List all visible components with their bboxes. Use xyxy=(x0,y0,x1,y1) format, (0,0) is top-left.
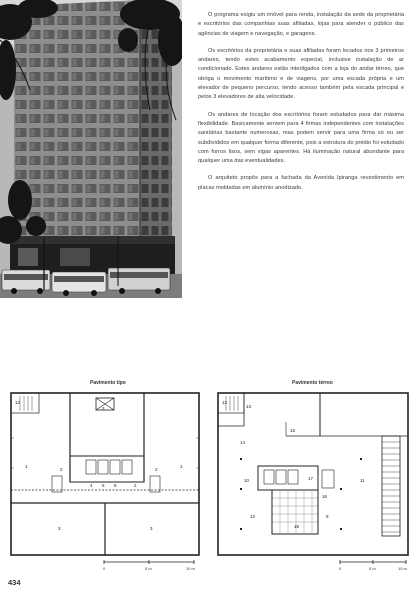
building-photo xyxy=(0,0,182,298)
room-number: 18 xyxy=(294,524,300,529)
plan-title-ground: Pavimento térreo xyxy=(292,380,333,386)
room-number: 11 xyxy=(360,478,365,483)
floor-plan-typical xyxy=(0,378,210,578)
room-number: 10 xyxy=(244,478,250,483)
room-number: 16 xyxy=(322,494,328,499)
room-number: 14 xyxy=(240,440,246,445)
room-number: 13 xyxy=(246,404,252,409)
page-number: 434 xyxy=(8,578,21,587)
plan-drawing-typical xyxy=(0,378,210,578)
room-number: 12 xyxy=(15,400,21,405)
scale-zero-left: 0 xyxy=(103,566,106,571)
room-number: 3 xyxy=(102,406,105,411)
room-number: 3 xyxy=(58,526,61,531)
plan-title-typical: Pavimento tipo xyxy=(90,380,126,386)
room-number: 5 xyxy=(102,483,105,488)
scale-ten-left: 10 m xyxy=(186,566,195,571)
room-number: 12 xyxy=(222,400,228,405)
paragraph-offices: Os escritórios da proprietária e suas afiliadas foram locados nos 3 primeiros andares, tendo estes acabamento especial, inclusive instalação de ar condicionado. Estes andares estão interligados com a loja do andar térreo, que obriga o movimento marítimo e de viagens, por uma escada própria e um elevador de pequeno percurso, tendo acesso também pela escada principal e pelos 3 elevadores de alta velocidade. xyxy=(198,47,404,101)
scale-five-right: 5 m xyxy=(369,566,376,571)
paragraph-facade: O arquiteto propôs para a fachada da Avenida Ipiranga revestimento em placas moldadas em alumínio anodizado. xyxy=(198,175,404,191)
room-number: 15 xyxy=(290,428,296,433)
room-number: 4 xyxy=(90,483,93,488)
scale-five-left: 5 m xyxy=(145,566,152,571)
scale-zero-right: 0 xyxy=(339,566,342,571)
room-number: 3 xyxy=(150,526,153,531)
description-text xyxy=(198,11,404,201)
building-photo-drawing xyxy=(0,0,182,298)
room-number: 13 xyxy=(250,514,256,519)
scale-ten-right: 10 m xyxy=(398,566,407,571)
room-number: 9 xyxy=(326,514,329,519)
paragraph-rental-floors: Os andares de locação dos escritórios foram estudados para dar máxima flexibilidade. Basicamente servem para 4 firmas independentes com instalações sanitárias bastante numerosas, mas podem servir para uma firma só ou ser subdivididos em qualquer forma diferente, pois a estrutura do prédio foi estudado com forros lisos, sem vigas aparentes. Há iluminação natural abundante para qualquer uma das eventualidades. xyxy=(198,111,404,165)
floor-plan-ground xyxy=(210,378,418,578)
room-number: 1 xyxy=(25,464,28,469)
plan-drawing-ground xyxy=(210,378,418,578)
room-number: 6 xyxy=(114,483,117,488)
room-number: 1 xyxy=(180,464,183,469)
paragraph-program: O programa exigiu um imóvel para renda, instalação da sede da proprietária e escritórios das companhias suas afiliadas, lojas para atender o público das agências de viagem e navegação, e garagens. xyxy=(198,12,404,37)
room-number: 2 xyxy=(60,467,63,472)
room-number: 2 xyxy=(134,483,137,488)
room-number: 17 xyxy=(308,476,314,481)
room-number: 2 xyxy=(155,467,158,472)
